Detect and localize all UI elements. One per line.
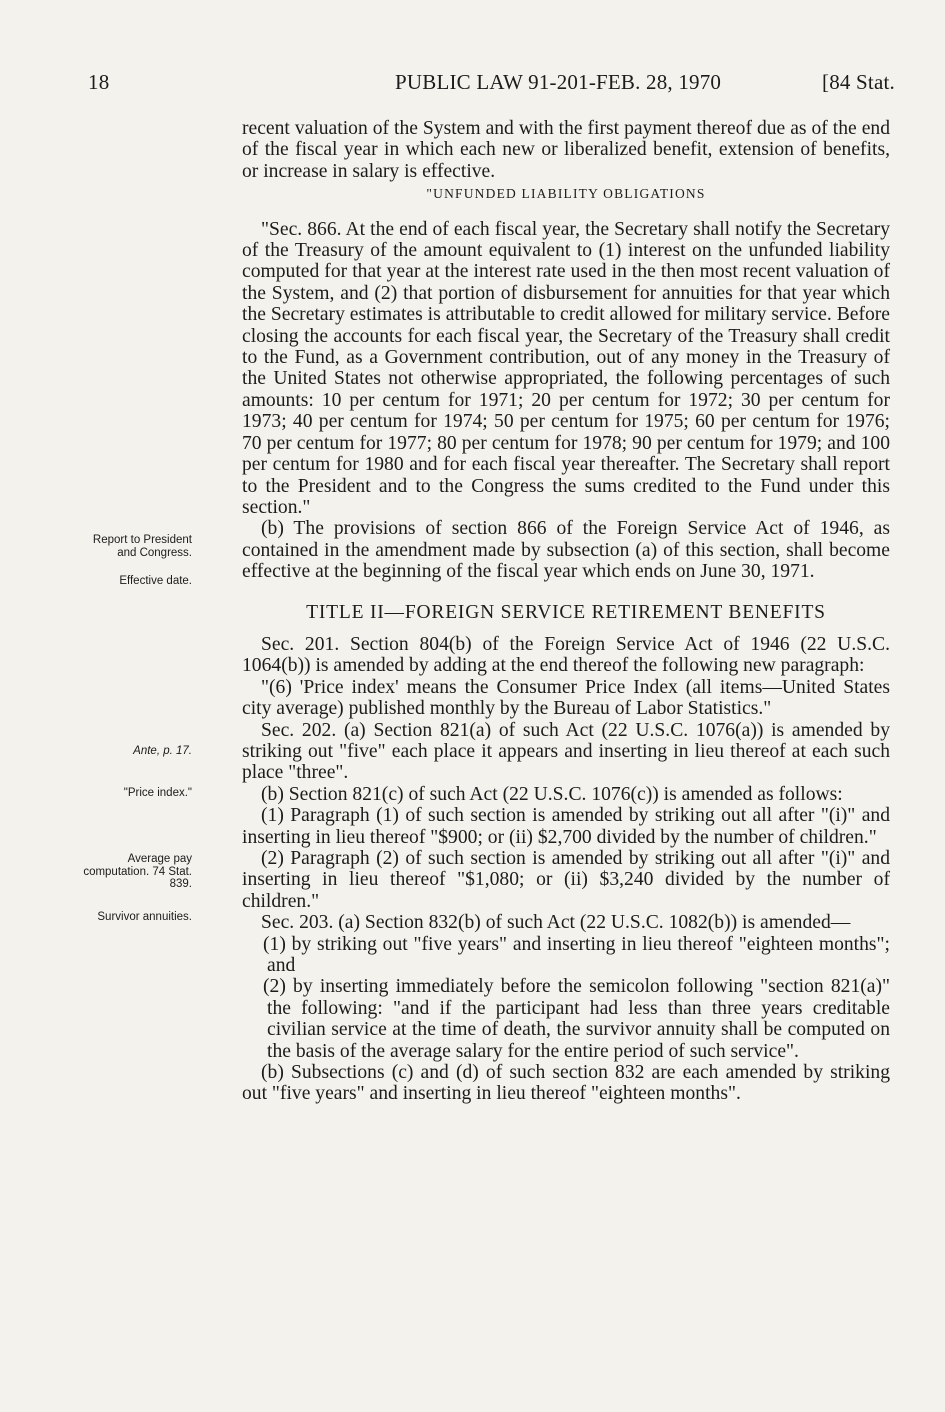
margin-note-ante: Ante, p. 17. [133, 745, 192, 757]
margin-note-average-pay: Average pay computation. 74 Stat. 839. [83, 853, 192, 890]
paragraph-subsections: (b) Subsections (c) and (d) of such section 832 are each amended by striking out "five years" and inserting in lieu thereof "eighteen months". [242, 1062, 890, 1105]
paragraph-sec-201: Sec. 201. Section 804(b) of the Foreign Service Act of 1946 (22 U.S.C. 1064(b)) is amended by adding at the end thereof the following new paragraph: [242, 633, 890, 677]
margin-note-report: Report to President and Congress. [92, 534, 192, 559]
clause-2: (2) by inserting immediately before the semicolon following "section 821(a)" the following: "and if the participant had less than three years creditable civilian service at the time of death, the survivor annuity shall be computed on the basis of the average salary for the entire period of such service". [263, 976, 890, 1062]
running-title: PUBLIC LAW 91-201-FEB. 28, 1970 [395, 70, 722, 94]
paragraph-821c: (b) Section 821(c) of such Act (22 U.S.C. 1076(c)) is amended as follows: [261, 783, 843, 805]
paragraph-para-2: (2) Paragraph (2) of such section is amended by striking out all after "(i)" and inserting in lieu thereof "$1,080; or (ii) $3,240 divided by the number of children." [242, 848, 890, 912]
margin-note-effective-date: Effective date. [119, 575, 192, 587]
paragraph-price-index: "(6) 'Price index' means the Consumer Price Index (all items—United States city average) published monthly by the Bureau of Labor Statistics." [242, 676, 890, 720]
page-number: 18 [88, 70, 110, 94]
section-heading-unfunded: "UNFUNDED LIABILITY OBLIGATIONS [426, 186, 706, 202]
title-heading: TITLE II—FOREIGN SERVICE RETIREMENT BENEFITS [306, 601, 826, 623]
paragraph-para-1: (1) Paragraph (1) of such section is amended by striking out all after "(i)" and inserting in lieu thereof "$900; or (ii) $2,700 divided by the number of children." [242, 805, 890, 848]
paragraph-sec-202: Sec. 202. (a) Section 821(a) of such Act (22 U.S.C. 1076(a)) is amended by striking out "five" each place it appears and inserting in lieu thereof at each such place "three". [242, 719, 890, 784]
margin-note-price-index: "Price index." [123, 787, 192, 799]
paragraph-valuation: recent valuation of the System and with the first payment thereof due as of the end of the fiscal year in which each new or liberalized benefit, extension of benefits, or increase in salary is effective. [242, 118, 890, 182]
clause-1: (1) by striking out "five years" and inserting in lieu thereof "eighteen months"; and [263, 933, 890, 977]
body-text [242, 118, 890, 1105]
statute-reference: [84 Stat. [822, 70, 895, 94]
paragraph-sec-203: Sec. 203. (a) Section 832(b) of such Act (22 U.S.C. 1082(b)) is amended— [261, 912, 851, 934]
paragraph-effective: (b) The provisions of section 866 of the Foreign Service Act of 1946, as contained in the amendment made by subsection (a) of this section, shall become effective at the beginning of the fiscal year which ends on June 30, 1971. [242, 518, 890, 583]
paragraph-sec-866: "Sec. 866. At the end of each fiscal year, the Secretary shall notify the Secretary of the Treasury of the amount equivalent to (1) interest on the unfunded liability computed for that year at the interest rate used in the then most recent valuation of the System, and (2) that portion of disbursement for annuities for that year which the Secretary estimates is attributable to credit allowed for military service. Before closing the accounts for each fiscal year, the Secretary of the Treasury shall credit to the Fund, as a Government contribution, out of any money in the Treasury of the United States not otherwise appropriated, the following percentages of such amounts: 10 per centum for 1971; 20 per centum for 1972; 30 per centum for 1973; 40 per centum for 1974; 50 per centum for 1975; 60 per centum for 1976; 70 per centum for 1977; 80 per centum for 1978; 90 per centum for 1979; and 100 per centum for 1980 and for each fiscal year thereafter. The Secretary shall report to the President and to the Congress the sums credited to the Fund under this section." [242, 218, 890, 518]
margin-note-survivor: Survivor annuities. [97, 911, 192, 923]
